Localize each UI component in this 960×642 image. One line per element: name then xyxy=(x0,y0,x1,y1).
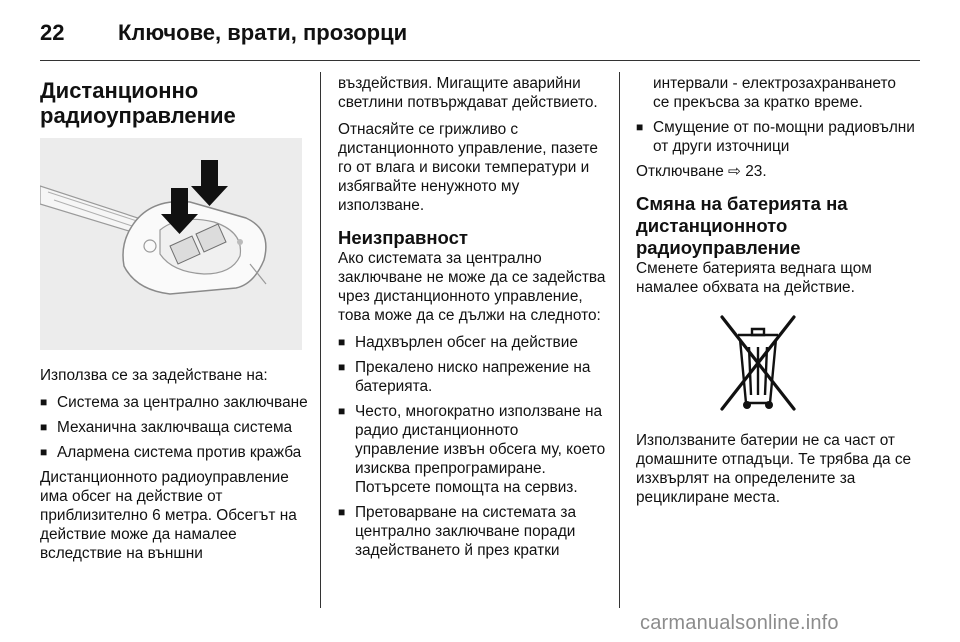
column-divider-2 xyxy=(619,72,620,608)
column-1 xyxy=(40,74,308,571)
crossed-out-bin-icon xyxy=(716,309,800,413)
page-number: 22 xyxy=(40,20,65,45)
header-divider xyxy=(40,60,920,61)
page-reference-arrow-icon: ⇨ xyxy=(728,162,741,180)
usage-list xyxy=(40,393,308,462)
list-item: ■ Надхвърлен обсег на действие xyxy=(338,333,606,352)
running-title: Ключове, врати, прозорци xyxy=(118,20,408,45)
list-item: ■ Алармена система против кражба xyxy=(40,443,308,462)
range-paragraph: Дистанционното радиоуправление има обсег на действие от приблизително 6 метра. Обсегът на действие може да намалее вследствие на външни xyxy=(40,469,297,562)
confirmation-paragraph: въздействия. Мигащите аварийни светлини потвърждават действието. xyxy=(338,75,598,111)
page-header xyxy=(40,14,920,54)
list-item: ■ Претоварване на системата за централно заключване поради задействането й през кратки xyxy=(338,503,606,560)
remote-key-illustration xyxy=(40,138,302,350)
unlock-reference[interactable] xyxy=(636,162,916,181)
watermark-brand: carmanualsonline.info xyxy=(640,612,839,634)
battery-paragraph: Сменете батерията веднага щом намалее обхвата на действие. xyxy=(636,260,872,296)
list-item: ■ Прекалено ниско напрежение на батерията. xyxy=(338,358,606,396)
list-item: ■ Често, многократно използване на радио дистанционното управление извън обсега му, което изисква препрограмиране. Потърсете помощта на сервиз. xyxy=(338,402,606,497)
column-divider-1 xyxy=(320,72,321,608)
malfunction-paragraph: Ако системата за централно заключване не може да се задейства чрез дистанционното управление, това може да се дължи на следното: xyxy=(338,250,606,324)
disposal-paragraph: Използваните батерии не са част от домашните отпадъци. Те трябва да се изхвърлят на определените за рециклиране места. xyxy=(636,432,912,506)
column-3 xyxy=(636,74,916,515)
usage-intro: Използва се за задействане на: xyxy=(40,367,268,384)
malfunction-list xyxy=(338,333,606,560)
list-item: ■ Механична заключваща система xyxy=(40,418,308,437)
list-item-continuation: интервали - електрозахранването се прекъсва за кратко време. xyxy=(653,75,896,111)
unlock-reference-label: Отключване xyxy=(636,163,724,180)
column-2 xyxy=(338,74,606,566)
care-paragraph: Отнасяйте се грижливо с дистанционното управление, пазете го от влага и високи температури и избягвайте ненужното му използване. xyxy=(338,121,598,214)
unlock-reference-page: 23. xyxy=(745,163,767,180)
section-heading-malfunction: Неизправност xyxy=(338,227,468,248)
section-heading-battery: Смяна на батерията на дистанционното радиоуправление xyxy=(636,193,848,258)
list-item: ■ Смущение от по-мощни радиовълни от други източници xyxy=(636,118,916,156)
list-item: ■ Система за централно заключване xyxy=(40,393,308,412)
interference-list xyxy=(636,118,916,156)
section-heading-remote: Дистанционно радиоуправление xyxy=(40,78,236,128)
